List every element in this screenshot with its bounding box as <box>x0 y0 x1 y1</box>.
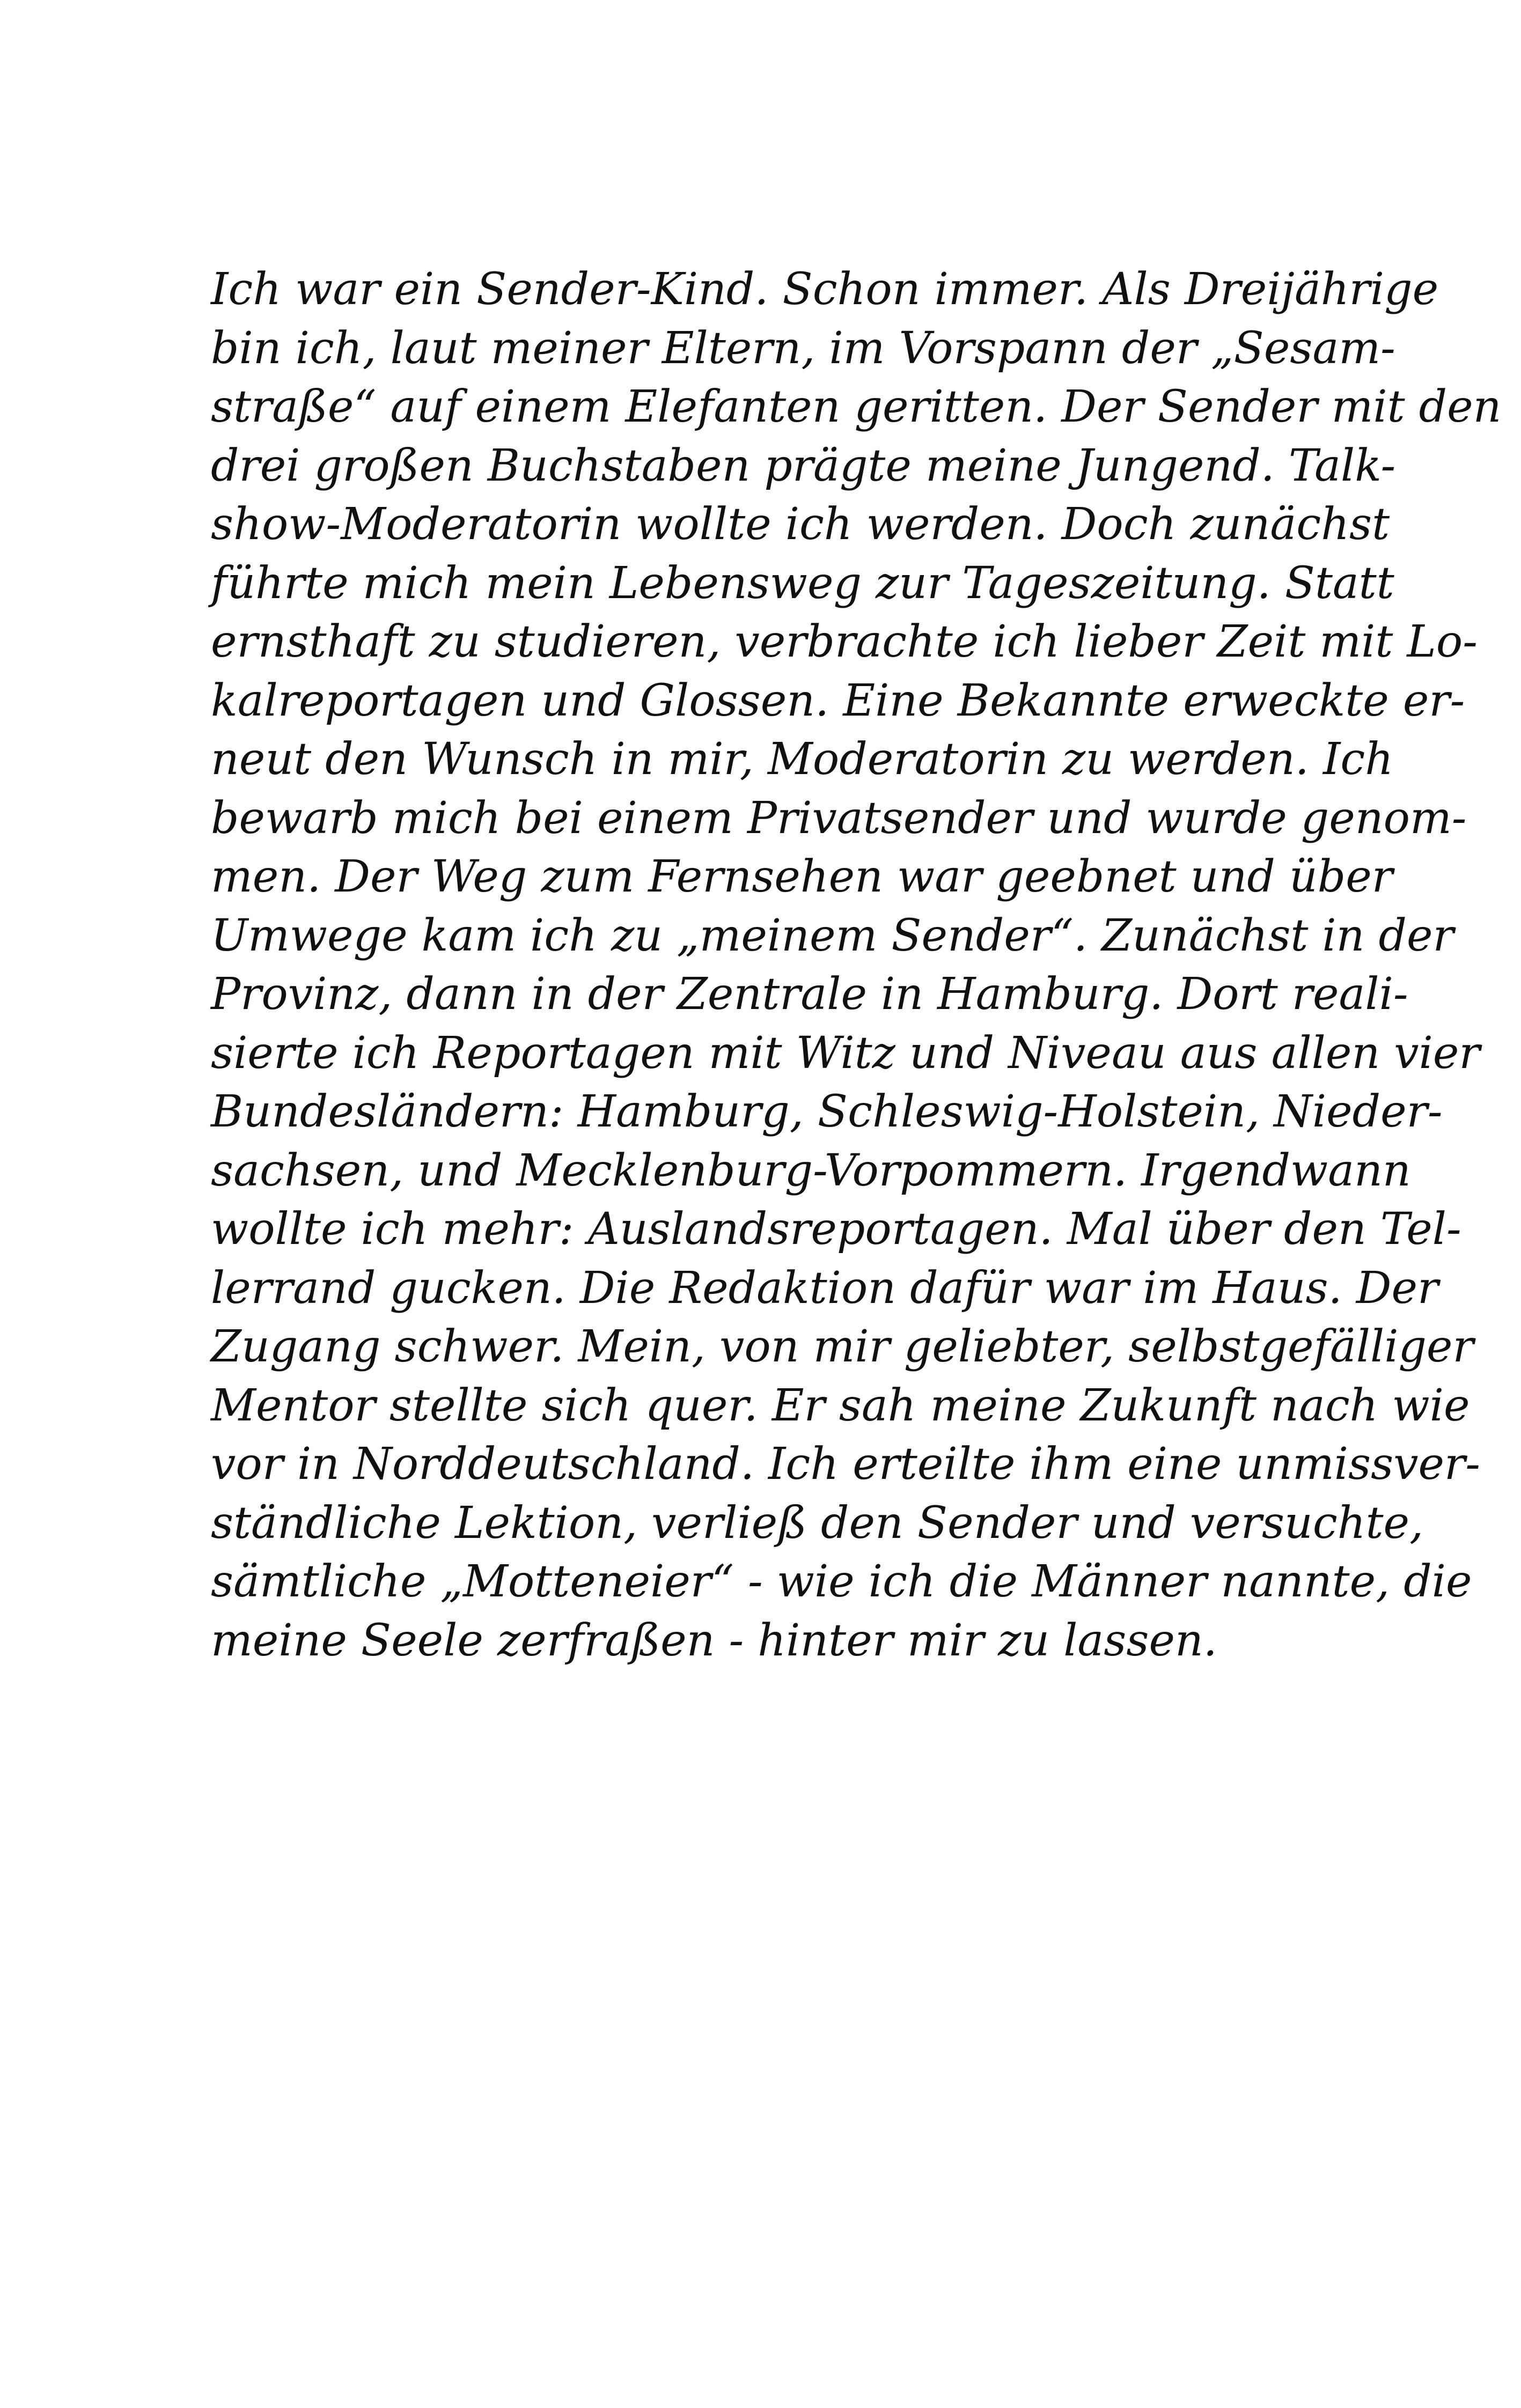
text-line: wollte ich mehr: Auslandsreportagen. Mal über den Tel- <box>211 1204 1461 1255</box>
text-line: vor in Norddeutschland. Ich erteilte ihm eine unmissver- <box>211 1439 1480 1490</box>
text-line: meine Seele zerfraßen - hinter mir zu lassen. <box>211 1615 1217 1666</box>
text-line: drei großen Buchstaben prägte meine Jungend. Talk- <box>211 440 1396 491</box>
text-line: ernsthaft zu studieren, verbrachte ich lieber Zeit mit Lo- <box>211 616 1478 667</box>
text-line: men. Der Weg zum Fernsehen war geebnet und über <box>211 851 1393 902</box>
text-line: Umwege kam ich zu „meinem Sender“. Zunächst in der <box>211 910 1454 961</box>
text-line: Provinz, dann in der Zentrale in Hamburg. Dort reali- <box>211 969 1408 1020</box>
text-line: bin ich, laut meiner Eltern, im Vorspann der „Sesam- <box>211 322 1395 374</box>
text-line: Mentor stellte sich quer. Er sah meine Zukunft nach wie <box>211 1380 1470 1431</box>
text-line: kalreportagen und Glossen. Eine Bekannte erweckte er- <box>211 675 1465 726</box>
text-line: führte mich mein Lebensweg zur Tageszeitung. Statt <box>211 557 1394 609</box>
text-line: sierte ich Reportagen mit Witz und Niveau aus allen vier <box>211 1027 1480 1079</box>
body-paragraph <box>211 260 1502 1670</box>
text-line: ständliche Lektion, verließ den Sender und versuchte, <box>211 1497 1424 1549</box>
text-line: Zugang schwer. Mein, von mir geliebter, selbstgefälliger <box>211 1321 1474 1372</box>
text-line: neut den Wunsch in mir, Moderatorin zu werden. Ich <box>211 734 1394 785</box>
text-line: Bundesländern: Hamburg, Schleswig-Holstein, Nieder- <box>211 1086 1443 1137</box>
text-line: bewarb mich bei einem Privatsender und wurde genom- <box>211 792 1467 844</box>
text-line: lerrand gucken. Die Redaktion dafür war im Haus. Der <box>211 1262 1439 1314</box>
text-line: show-Moderatorin wollte ich werden. Doch zunächst <box>211 499 1390 550</box>
text-line: sämtliche „Motteneier“ - wie ich die Männer nannte, die <box>211 1556 1472 1607</box>
text-line: sachsen, und Mecklenburg-Vorpommern. Irgendwann <box>211 1145 1411 1196</box>
text-line: straße“ auf einem Elefanten geritten. Der Sender mit den <box>211 381 1502 432</box>
text-line: Ich war ein Sender-Kind. Schon immer. Als Dreijährige <box>211 264 1439 315</box>
